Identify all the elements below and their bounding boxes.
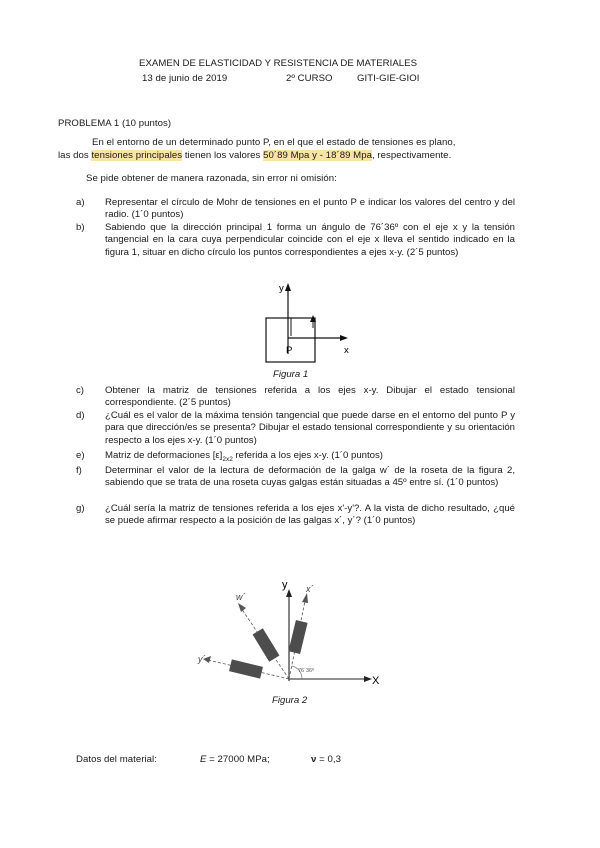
item-a: a) Representar el círculo de Mohr de tensiones en el punto P e indicar los valores del centro y del radio. (1´0 puntos) <box>76 197 515 221</box>
fig1-label-p: P <box>286 345 293 356</box>
gauge-y-prime <box>229 659 263 678</box>
exam-title: EXAMEN DE ELASTICIDAD Y RESISTENCIA DE MATERIALES <box>139 58 418 69</box>
item-g: g) ¿Cuál sería la matriz de tensiones referida a los ejes x'-y'?. A la vista de dicho resultado, ¿qué se puede afirmar respecto a la posición de las galgas x´, y´? (1´0 puntos) <box>76 503 515 527</box>
gauge-w <box>253 628 280 662</box>
gauge-x-prime <box>288 620 307 654</box>
figure-2 <box>190 575 390 695</box>
material-label: Datos del material: <box>76 754 157 765</box>
fig2-x-prime-arrow-icon <box>302 593 308 603</box>
problem-heading: PROBLEMA 1 (10 puntos) <box>58 118 172 129</box>
material-nu: ν = 0,3 <box>311 754 341 765</box>
fig2-label-w: w´ <box>236 592 246 602</box>
y-axis-arrow-icon <box>285 283 291 291</box>
material-E: E = 27000 MPa; <box>200 754 270 765</box>
item-b: b) Sabiendo que la dirección principal 1 forma un ángulo de 76´36º con el eje x y la tensión tangencial en la cara cuya perpendicular coincide con el eje x lleva el sentido indicado en la figura 1, situar en dicho círculo los puntos correspondientes a ejes x-y. (2´5 puntos) <box>76 222 515 258</box>
fig2-label-x-prime: x´ <box>306 584 314 594</box>
exam-date: 13 de junio de 2019 <box>142 73 228 84</box>
item-c: c) Obtener la matriz de tensiones referida a los ejes x-y. Dibujar el estado tensional correspondiente. (2´5 puntos) <box>76 385 515 409</box>
exam-course: 2º CURSO <box>286 73 333 84</box>
figure-1-caption: Figura 1 <box>273 369 309 380</box>
item-d: d) ¿Cuál es el valor de la máxima tensión tangencial que puede darse en el entorno del punto P y para que dirección/es se presenta? Dibujar el estado tensional correspondiente y su orientación respecto a los ejes x-y. (1´0 puntos) <box>76 410 515 446</box>
fig1-label-x: x <box>344 345 349 356</box>
fig2-label-y: y <box>282 579 288 591</box>
highlight-stress-values: 50´89 Mpa y - 18´89 Mpa <box>263 150 372 161</box>
fig2-w-arrow-icon <box>238 603 246 612</box>
fig1-label-y: y <box>279 283 284 294</box>
strain-matrix-symbol: [ε] <box>212 450 223 461</box>
figure-1 <box>255 278 365 368</box>
intro-line-1: En el entorno de un determinado punto P, en el que el estado de tensiones es plano, <box>92 137 456 148</box>
intro-line-2: las dos tensiones principales tienen los valores 50´89 Mpa y - 18´89 Mpa, respectivamente. <box>58 150 452 161</box>
exam-degrees: GITI-GIE-GIOI <box>357 73 420 84</box>
figure-2-caption: Figura 2 <box>272 695 308 706</box>
highlight-principal-stresses: tensiones principales <box>91 150 183 161</box>
item-f: f) Determinar el valor de la lectura de deformación de la galga w´ de la roseta de la figura 2, sabiendo que se trata de una roseta cuyas galgas están situadas a 45º entre sí. (1´0 puntos) <box>76 465 515 489</box>
fig2-label-x: X <box>372 675 380 687</box>
fig2-label-y-prime: y´ <box>198 654 206 664</box>
fig2-angle-label: 76´36º <box>298 668 315 674</box>
fig2-x-arrow-icon <box>364 676 372 682</box>
x-axis-arrow-icon <box>340 335 348 341</box>
item-e: e) Matriz de deformaciones $[\varepsilon]_{2x2}$ referida a los ejes x-y. (1´0 puntos) <box>76 450 384 463</box>
request-text: Se pide obtener de manera razonada, sin error ni omisión: <box>86 173 337 184</box>
